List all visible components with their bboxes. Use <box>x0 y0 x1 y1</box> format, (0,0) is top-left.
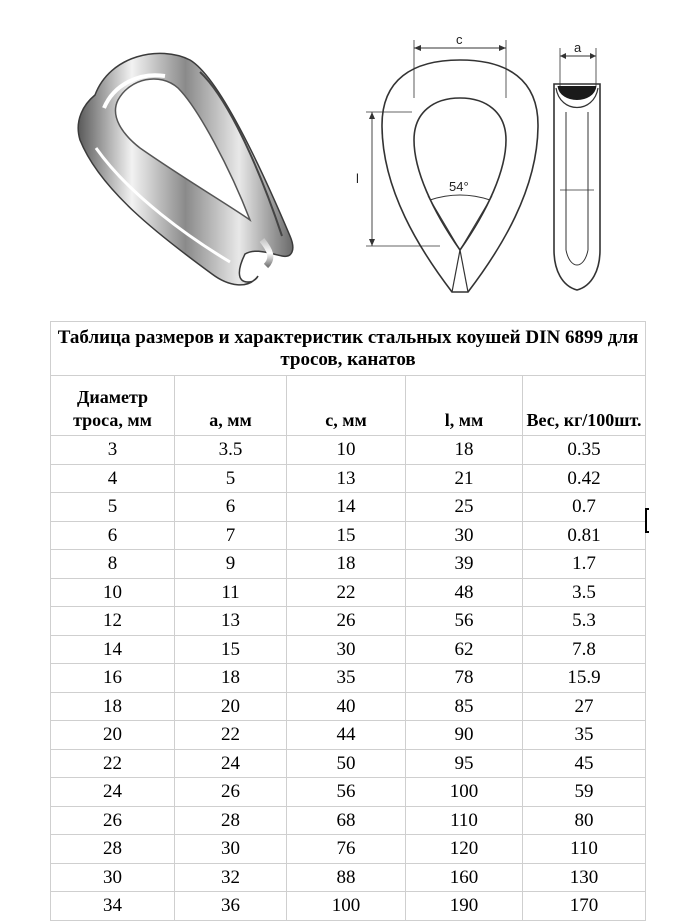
table-cell: 32 <box>175 863 287 892</box>
table-cell: 20 <box>175 692 287 721</box>
table-row <box>51 892 646 921</box>
table-cell: 15 <box>287 521 406 550</box>
table-cell: 100 <box>287 892 406 921</box>
table-cell: 24 <box>175 749 287 778</box>
table-cell: 40 <box>287 692 406 721</box>
table-cell: 6 <box>51 521 175 550</box>
spec-table <box>50 321 646 921</box>
table-cell: 30 <box>406 521 523 550</box>
thimble-drawing-front <box>366 40 538 292</box>
table-cell: 18 <box>51 692 175 721</box>
table-cell: 6 <box>175 493 287 522</box>
table-cell: 18 <box>406 436 523 465</box>
column-header: Диаметр троса, мм <box>51 376 175 436</box>
table-row <box>51 635 646 664</box>
table-row <box>51 806 646 835</box>
table-row <box>51 721 646 750</box>
table-cell: 26 <box>175 778 287 807</box>
table-row <box>51 493 646 522</box>
table-cell: 35 <box>523 721 646 750</box>
table-cell: 68 <box>287 806 406 835</box>
table-cell: 18 <box>287 550 406 579</box>
table-row <box>51 692 646 721</box>
table-cell: 26 <box>287 607 406 636</box>
thimble-drawing-side <box>554 48 600 290</box>
column-header: c, мм <box>287 376 406 436</box>
table-title: Таблица размеров и характеристик стальных коушей DIN 6899 для тросов, канатов <box>51 322 646 376</box>
table-cell: 26 <box>51 806 175 835</box>
table-cell: 0.42 <box>523 464 646 493</box>
table-cell: 30 <box>287 635 406 664</box>
table-cell: 56 <box>406 607 523 636</box>
table-cell: 4 <box>51 464 175 493</box>
table-cell: 22 <box>175 721 287 750</box>
table-cell: 130 <box>523 863 646 892</box>
table-cell: 76 <box>287 835 406 864</box>
table-cell: 190 <box>406 892 523 921</box>
table-body <box>51 436 646 921</box>
table-cell: 170 <box>523 892 646 921</box>
angle-label: 54° <box>449 179 469 194</box>
table-row <box>51 778 646 807</box>
table-cell: 22 <box>51 749 175 778</box>
table-cell: 1.7 <box>523 550 646 579</box>
table-cell: 30 <box>51 863 175 892</box>
selection-bracket <box>645 508 649 533</box>
table-row <box>51 749 646 778</box>
table-row <box>51 436 646 465</box>
table-cell: 25 <box>406 493 523 522</box>
table-cell: 90 <box>406 721 523 750</box>
table-cell: 5 <box>51 493 175 522</box>
table-cell: 85 <box>406 692 523 721</box>
table-row <box>51 521 646 550</box>
table-cell: 21 <box>406 464 523 493</box>
thimble-photo <box>78 53 293 284</box>
table-cell: 27 <box>523 692 646 721</box>
table-cell: 15 <box>175 635 287 664</box>
table-row <box>51 607 646 636</box>
table-cell: 45 <box>523 749 646 778</box>
table-cell: 3.5 <box>175 436 287 465</box>
table-cell: 120 <box>406 835 523 864</box>
table-cell: 13 <box>175 607 287 636</box>
table-cell: 80 <box>523 806 646 835</box>
table-cell: 100 <box>406 778 523 807</box>
table-cell: 56 <box>287 778 406 807</box>
table-cell: 10 <box>287 436 406 465</box>
table-cell: 20 <box>51 721 175 750</box>
column-header: l, мм <box>406 376 523 436</box>
table-cell: 12 <box>51 607 175 636</box>
table-cell: 30 <box>175 835 287 864</box>
table-cell: 95 <box>406 749 523 778</box>
table-cell: 110 <box>406 806 523 835</box>
table-cell: 8 <box>51 550 175 579</box>
table-cell: 28 <box>51 835 175 864</box>
table-cell: 36 <box>175 892 287 921</box>
table-cell: 39 <box>406 550 523 579</box>
table-cell: 44 <box>287 721 406 750</box>
table-cell: 5.3 <box>523 607 646 636</box>
table-cell: 160 <box>406 863 523 892</box>
table-cell: 59 <box>523 778 646 807</box>
table-cell: 9 <box>175 550 287 579</box>
dimension-l-label: l <box>356 171 359 186</box>
table-row <box>51 550 646 579</box>
table-cell: 7 <box>175 521 287 550</box>
table-cell: 78 <box>406 664 523 693</box>
table-cell: 0.7 <box>523 493 646 522</box>
table-cell: 10 <box>51 578 175 607</box>
table-cell: 13 <box>287 464 406 493</box>
table-cell: 28 <box>175 806 287 835</box>
table-cell: 50 <box>287 749 406 778</box>
table-cell: 62 <box>406 635 523 664</box>
table-row <box>51 578 646 607</box>
table-cell: 3.5 <box>523 578 646 607</box>
table-cell: 3 <box>51 436 175 465</box>
table-cell: 15.9 <box>523 664 646 693</box>
header-row <box>51 376 646 436</box>
table-cell: 11 <box>175 578 287 607</box>
table-cell: 0.35 <box>523 436 646 465</box>
table-cell: 14 <box>287 493 406 522</box>
table-cell: 16 <box>51 664 175 693</box>
table-cell: 7.8 <box>523 635 646 664</box>
table-row <box>51 664 646 693</box>
dimension-a-label: a <box>574 40 582 55</box>
table-row <box>51 464 646 493</box>
table-cell: 22 <box>287 578 406 607</box>
table-cell: 88 <box>287 863 406 892</box>
table-cell: 48 <box>406 578 523 607</box>
table-cell: 34 <box>51 892 175 921</box>
table-cell: 14 <box>51 635 175 664</box>
illustrations <box>0 0 700 318</box>
table-cell: 35 <box>287 664 406 693</box>
column-header: a, мм <box>175 376 287 436</box>
table-cell: 5 <box>175 464 287 493</box>
column-header: Вес, кг/100шт. <box>523 376 646 436</box>
table-row <box>51 863 646 892</box>
dimension-c-label: c <box>456 32 463 47</box>
table-cell: 18 <box>175 664 287 693</box>
table-cell: 24 <box>51 778 175 807</box>
table-row <box>51 835 646 864</box>
table-cell: 0.81 <box>523 521 646 550</box>
table-cell: 110 <box>523 835 646 864</box>
